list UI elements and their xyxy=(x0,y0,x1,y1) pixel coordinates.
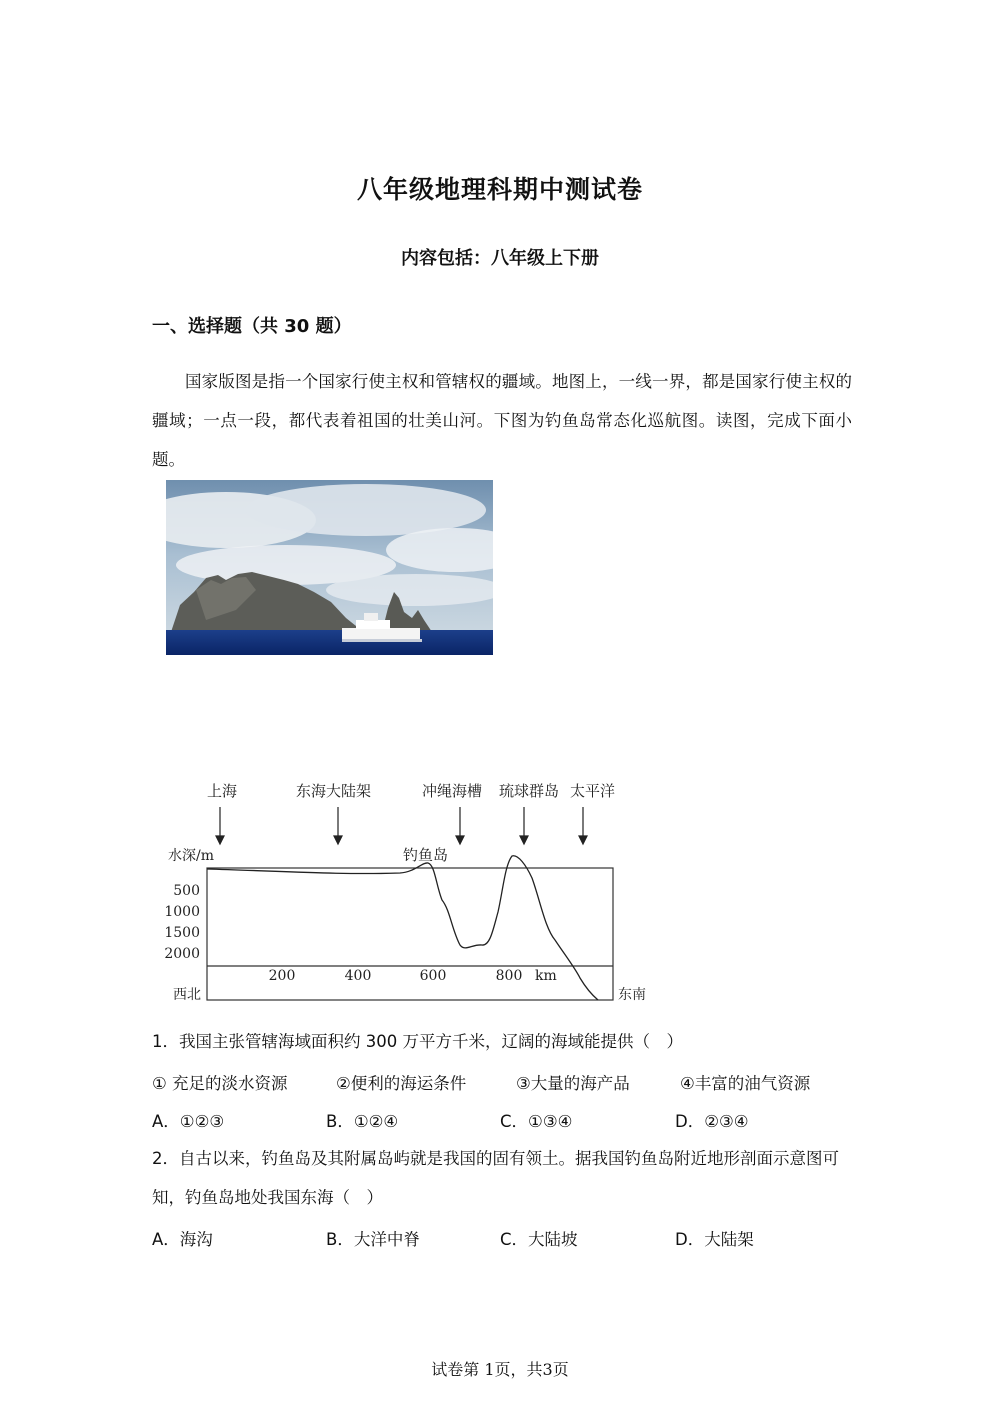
page-footer: 试卷第 1页，共3页 xyxy=(431,1360,569,1379)
y-tick-1500: 1500 xyxy=(164,925,200,941)
direction-southeast: 东南 xyxy=(618,987,646,1003)
q1-choice-a[interactable]: A．①②③ xyxy=(152,1112,225,1131)
q1-choice-b[interactable]: B．①②④ xyxy=(326,1112,399,1131)
q2-choice-c[interactable]: C．大陆坡 xyxy=(500,1230,578,1249)
page-title: 八年级地理科期中测试卷 xyxy=(356,175,643,204)
q1-item-4: ④丰富的油气资源 xyxy=(680,1074,811,1093)
q2-choice-b[interactable]: B．大洋中脊 xyxy=(326,1230,420,1249)
q1-choice-d[interactable]: D．②③④ xyxy=(675,1112,749,1131)
page-subtitle: 内容包括：八年级上下册 xyxy=(401,248,599,269)
label-diaoyu-island: 钓鱼岛 xyxy=(403,846,449,864)
question-1-stem: 1．我国主张管辖海域面积约 300 万平方千米，辽阔的海域能提供（ ） xyxy=(152,1032,683,1051)
label-ryukyu-islands: 琉球群岛 xyxy=(499,782,560,800)
y-tick-500: 500 xyxy=(173,883,200,899)
q1-choice-c[interactable]: C．①③④ xyxy=(500,1112,573,1131)
terrain-profile-diagram xyxy=(160,770,660,1010)
x-tick-400: 400 xyxy=(344,968,372,984)
direction-northwest: 西北 xyxy=(173,987,201,1003)
x-tick-200: 200 xyxy=(268,968,296,984)
label-shanghai: 上海 xyxy=(207,782,238,800)
label-okinawa-trough: 冲绳海槽 xyxy=(422,782,483,800)
q1-item-3: ③大量的海产品 xyxy=(516,1074,630,1093)
label-pacific-ocean: 太平洋 xyxy=(570,782,616,800)
section-heading: 一、选择题（共 30 题） xyxy=(152,316,352,337)
y-tick-1000: 1000 xyxy=(164,904,200,920)
x-tick-800: 800 xyxy=(495,968,523,984)
q1-item-2: ②便利的海运条件 xyxy=(336,1074,467,1093)
q2-choice-d[interactable]: D．大陆架 xyxy=(675,1230,754,1249)
diaoyu-island-patrol-photo xyxy=(166,480,493,655)
y-axis-title: 水深/m xyxy=(168,848,214,864)
q1-item-1: ① 充足的淡水资源 xyxy=(152,1074,288,1093)
x-tick-600: 600 xyxy=(419,968,447,984)
question-2-stem: 2．自古以来，钓鱼岛及其附属岛屿就是我国的固有领土。据我国钓鱼岛附近地形剖面示意图可知，钓鱼岛地处我国东海（ ） xyxy=(152,1149,839,1207)
q2-choice-a[interactable]: A．海沟 xyxy=(152,1230,213,1249)
intro-paragraph: 国家版图是指一个国家行使主权和管辖权的疆域。地图上，一线一界，都是国家行使主权的疆域；一点一段，都代表着祖国的壮美山河。下图为钓鱼岛常态化巡航图。读图，完成下面小题。 xyxy=(152,372,852,469)
x-unit: km xyxy=(535,968,557,984)
y-tick-2000: 2000 xyxy=(164,946,200,962)
label-east-china-sea-shelf: 东海大陆架 xyxy=(296,782,372,800)
